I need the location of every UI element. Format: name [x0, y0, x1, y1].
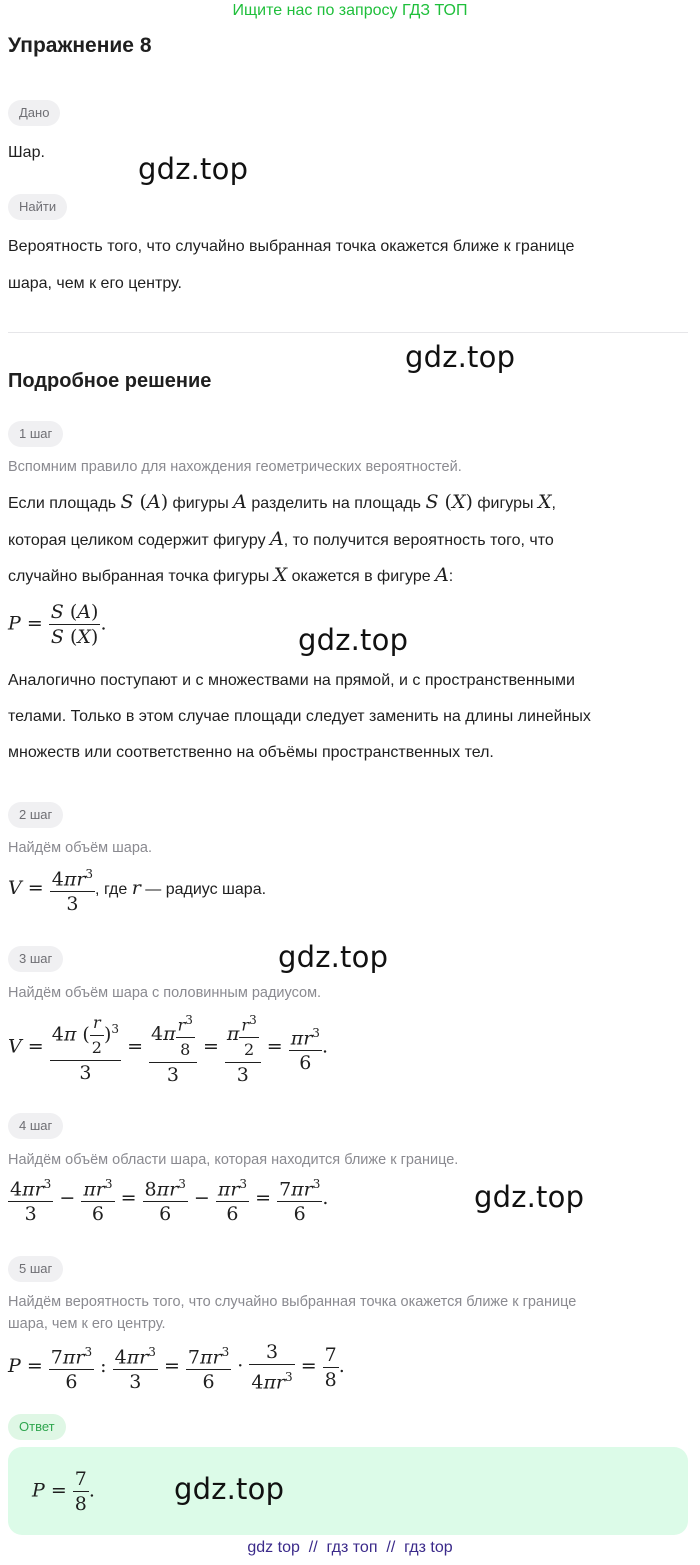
step-3-chip — [8, 946, 63, 972]
find-line-2: шара, чем к его центру. — [8, 275, 182, 292]
formula-probability: P = $\frac{S (A)}{S (X)}$ . — [8, 601, 107, 648]
answer-formula: P = $\frac{7}{8}$ . — [32, 1468, 95, 1515]
text-segment: Если площадь — [8, 495, 121, 512]
math-paren: ) — [160, 491, 169, 513]
step-2-hint: Найдём объём шара. — [8, 840, 153, 856]
colon: : — [448, 568, 454, 585]
text-segment: фигуры — [168, 495, 234, 512]
given-chip — [8, 100, 60, 126]
step-5-hint-2: шара, чем к его центру. — [8, 1316, 166, 1332]
find-line-1: Вероятность того, что случайно выбранная точка окажется ближе к границе — [8, 238, 575, 255]
step-5-chip-label: 5 шаг — [8, 1256, 63, 1282]
formula-half-radius-volume: V = 4π ( $\frac{r}{2}$ )$^3$ 3 = 4π $\frac{r^3}{8}$ 3 = π $\frac{r^3}{2}$ 3 = $\frac{\pi r^3}{6}$ . — [8, 1008, 328, 1087]
math-A: A — [233, 491, 247, 513]
step-1-hint: Вспомним правило для нахождения геометрических вероятностей. — [8, 459, 462, 475]
step-1-line-2 — [8, 521, 554, 559]
step-5-chip — [8, 1256, 63, 1282]
answer-chip-label: Ответ — [8, 1414, 66, 1440]
math-S-of-A: S — [120, 491, 134, 513]
formula-boundary-volume: $\frac{4\pi r^3}{3}$ − $\frac{\pi r^3}{6}$ = $\frac{8\pi r^3}{6}$ − $\frac{\pi r^3}{6}$ = $\frac{7\pi r^3}{6}$ . — [8, 1172, 328, 1226]
math-paren: ) — [465, 491, 473, 513]
text-segment: , то получится вероятность того, что — [283, 532, 554, 549]
step-2-chip — [8, 802, 63, 828]
step-1-line-1 — [8, 484, 556, 522]
given-chip-label: Дано — [8, 100, 60, 126]
math-A: A — [270, 528, 284, 550]
step-4-hint: Найдём объём области шара, которая находится ближе к границе. — [8, 1152, 459, 1168]
answer-box — [8, 1447, 688, 1535]
text-segment: случайно выбранная точка фигуры — [8, 568, 274, 585]
text-segment: фигуры — [472, 495, 538, 512]
math-A: A — [146, 491, 161, 513]
text-segment: — радиус шара. — [140, 881, 267, 899]
step-1-line-3 — [8, 557, 453, 595]
step-1-para-3: множеств или соответственно на объёмы пространственных тел. — [8, 744, 494, 761]
math-paren: ( — [133, 491, 147, 513]
watermark: gdz.top — [474, 1180, 585, 1214]
step-1-para-1: Аналогично поступают и с множествами на прямой, и с пространственными — [8, 672, 575, 689]
divider — [8, 332, 688, 333]
search-banner: Ищите нас по запросу ГДЗ ТОП — [232, 2, 468, 19]
watermark: gdz.top — [278, 940, 389, 974]
step-2-chip-label: 2 шаг — [8, 802, 63, 828]
solution-title: Подробное решение — [8, 370, 212, 392]
step-1-para-2: телами. Только в этом случае площади следует заменить на длины линейных — [8, 708, 591, 725]
step-5-hint-1: Найдём вероятность того, что случайно выбранная точка окажется ближе к границе — [8, 1294, 577, 1310]
answer-chip — [8, 1414, 66, 1440]
step-1-chip — [8, 421, 63, 447]
watermark: gdz.top — [138, 152, 249, 186]
find-chip-label: Найти — [8, 194, 67, 220]
step-4-chip-label: 4 шаг — [8, 1113, 63, 1139]
math-X: X — [273, 564, 288, 586]
text-segment: которая целиком содержит фигуру — [8, 532, 271, 549]
math-A: A — [435, 564, 449, 586]
math-paren: ( — [438, 491, 452, 513]
text-segment: окажется в фигуре — [287, 568, 436, 585]
math-S-of-X: S — [425, 491, 439, 513]
math-X: X — [451, 491, 466, 513]
step-4-chip — [8, 1113, 63, 1139]
text-segment: , где — [95, 881, 132, 899]
math-X: X — [537, 491, 552, 513]
comma: , — [551, 495, 556, 512]
step-3-hint: Найдём объём шара с половинным радиусом. — [8, 985, 322, 1001]
find-chip — [8, 194, 67, 220]
text-segment: разделить на площадь — [246, 495, 426, 512]
watermark: gdz.top — [174, 1472, 285, 1506]
formula-sphere-volume: V = $\frac{4\pi r^3}{3}$ , где r — радиус шара. — [8, 862, 266, 916]
step-1-chip-label: 1 шаг — [8, 421, 63, 447]
step-3-chip-label: 3 шаг — [8, 946, 63, 972]
watermark: gdz.top — [298, 623, 409, 657]
footer-links: gdz top // гдз топ // гдз top — [247, 1539, 453, 1556]
page-title: Упражнение 8 — [8, 34, 152, 57]
formula-final-probability: P = $\frac{7\pi r^3}{6}$ : $\frac{4\pi r^3}{3}$ = $\frac{7\pi r^3}{6}$ · $\frac{3}{4\pi r^3}$ = $\frac{7}{8}$ . — [8, 1341, 345, 1394]
watermark: gdz.top — [405, 340, 516, 374]
given-text: Шар. — [8, 144, 45, 161]
